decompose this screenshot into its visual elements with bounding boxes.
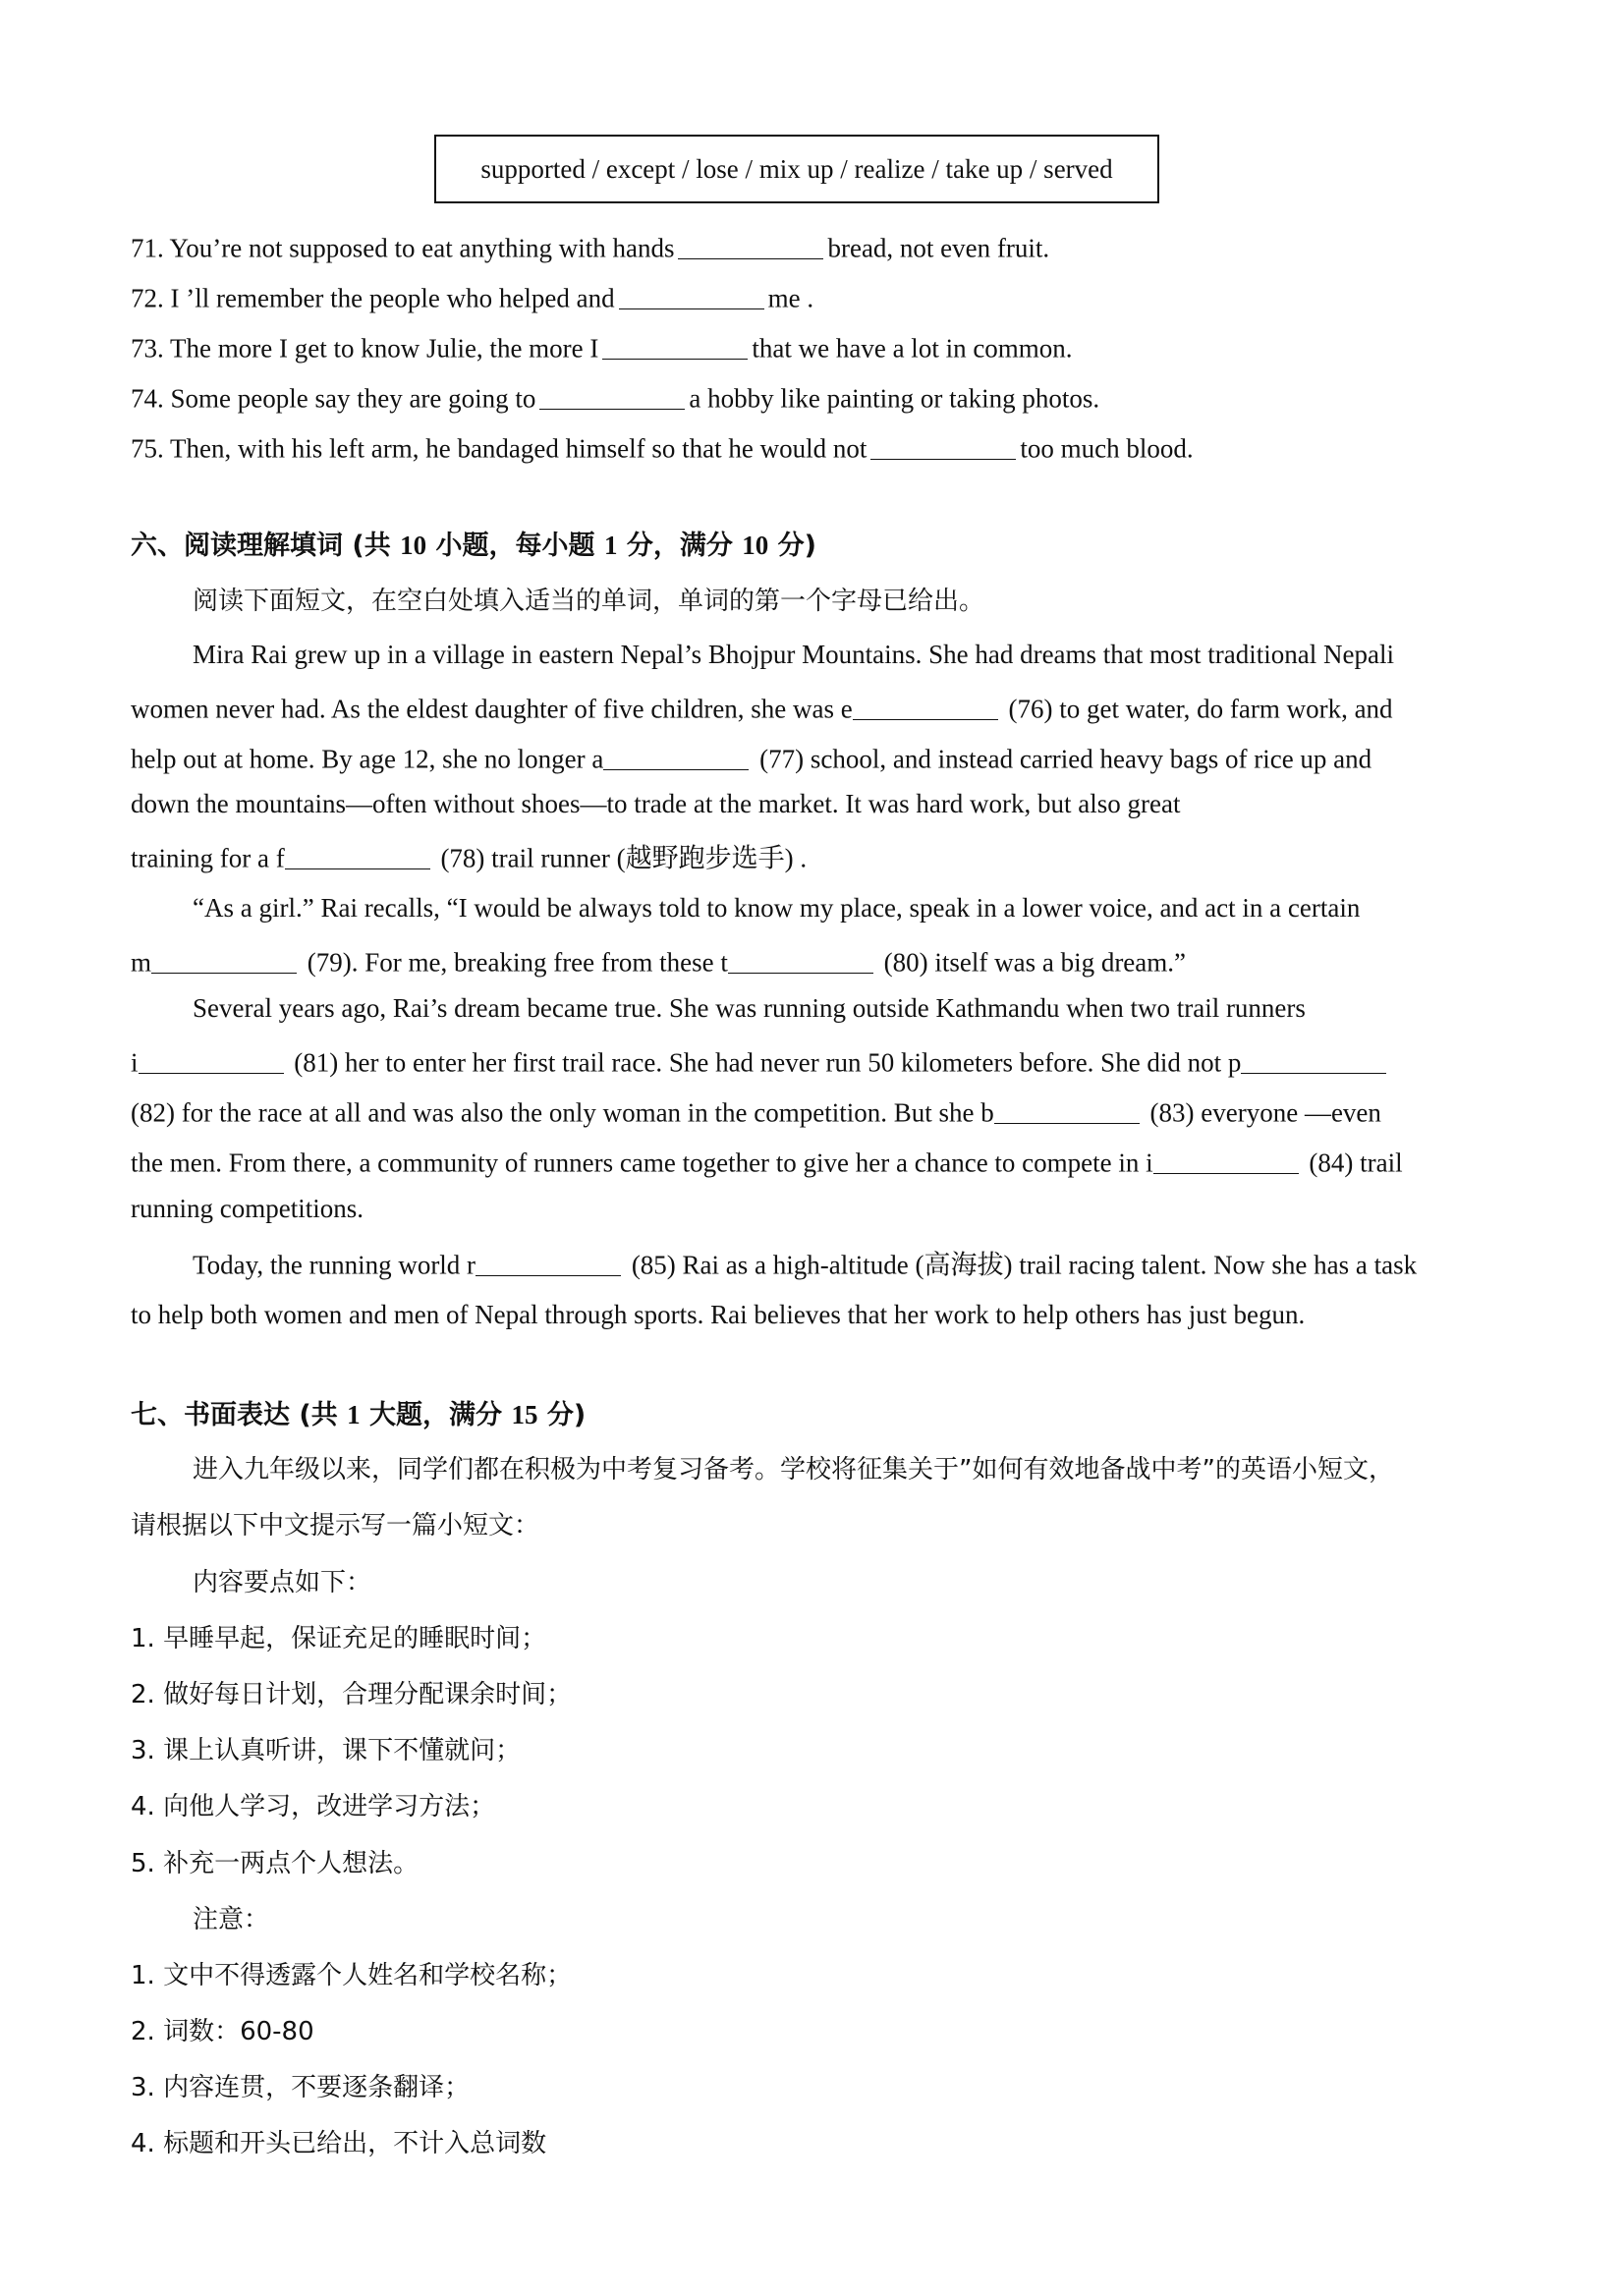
point-item: 5. 补充一两点个人想法。 (131, 1849, 420, 1878)
answer-blank[interactable] (678, 233, 823, 259)
passage-line: “As a girl.” Rai recalls, “I would be always told to know my place, speak in a lower voice, and act in a certain (193, 893, 1361, 923)
question-text: 72. I ’ll remember the people who helped and (131, 283, 615, 313)
question-text: bread, not even fruit. (827, 233, 1050, 263)
note-item: 1. 文中不得透露个人姓名和学校名称； (131, 1961, 573, 1990)
answer-blank-83[interactable] (994, 1097, 1140, 1124)
word-bank-text: supported / except / lose / mix up / realize / take up / served (480, 153, 1113, 184)
passage-line: training for a f (78) trail runner (越野跑步选手) . (131, 843, 808, 873)
question-text: 74. Some people say they are going to (131, 383, 536, 414)
note-item: 2. 词数：60-80 (131, 2017, 314, 2046)
question-text: a hobby like painting or taking photos. (689, 383, 1100, 414)
passage-line: Mira Rai grew up in a village in eastern Nepal’s Bhojpur Mountains. She had dreams that most traditional Nepali (193, 640, 1394, 669)
passage-line: (82) for the race at all and was also the only woman in the competition. But she b (83) everyone —even (131, 1097, 1381, 1128)
word-bank-box (434, 135, 1159, 203)
answer-blank[interactable] (602, 333, 748, 360)
passage-line: i (81) her to enter her first trail race. She had never run 50 kilometers before. She did not p (131, 1045, 1509, 1077)
point-item: 3. 课上认真听讲，课下不懂就问； (131, 1736, 522, 1765)
passage-line: Several years ago, Rai’s dream became true. She was running outside Kathmandu when two trail runners (193, 993, 1306, 1023)
section-7-title: 七、书面表达 (共 1 大题，满分 15 分) (131, 1400, 587, 1430)
passage-line: the men. From there, a community of runners came together to give her a chance to compete in i (84) trail (131, 1148, 1403, 1178)
passage-line: down the mountains—often without shoes—to trade at the market. It was hard work, but also great (131, 789, 1181, 818)
answer-blank-79[interactable] (151, 947, 297, 974)
point-item: 4. 向他人学习，改进学习方法； (131, 1792, 496, 1821)
question-text: me . (767, 283, 814, 313)
answer-blank[interactable] (619, 283, 764, 309)
answer-blank-80[interactable] (728, 947, 873, 974)
question-73 (131, 331, 1073, 363)
answer-blank-78[interactable] (285, 843, 430, 869)
answer-blank-82[interactable] (1241, 1047, 1386, 1074)
section-7-intro: 进入九年级以来，同学们都在积极为中考复习备考。学校将征集关于”如何有效地备战中考”的英语小短文， (193, 1455, 1394, 1484)
answer-blank-81[interactable] (139, 1047, 284, 1074)
answer-blank[interactable] (539, 383, 685, 410)
answer-blank-76[interactable] (853, 694, 998, 720)
question-74 (131, 381, 1099, 413)
point-item: 1. 早睡早起，保证充足的睡眠时间； (131, 1624, 547, 1653)
answer-blank-84[interactable] (1153, 1148, 1299, 1174)
note-item: 3. 内容连贯，不要逐条翻译； (131, 2073, 471, 2102)
passage-line: m (79). For me, breaking free from these t (80) itself was a big dream.” (131, 947, 1187, 978)
note-item: 4. 标题和开头已给出，不计入总词数 (131, 2129, 547, 2158)
passage-line: help out at home. By age 12, she no longer a (77) school, and instead carried heavy bags of rice up and (131, 744, 1372, 774)
passage-line: women never had. As the eldest daughter of five children, she was e (76) to get water, do farm work, and (131, 694, 1393, 724)
question-72 (131, 281, 813, 312)
passage-line: Today, the running world r (85) Rai as a high-altitude (高海拔) trail racing talent. Now she has a task (193, 1250, 1418, 1280)
notes-title: 注意： (193, 1905, 270, 1934)
points-title: 内容要点如下： (193, 1568, 372, 1597)
passage-line: to help both women and men of Nepal through sports. Rai believes that her work to help others has just begun. (131, 1300, 1306, 1329)
question-text: 71. You’re not supposed to eat anything with hands (131, 233, 675, 263)
question-text: 75. Then, with his left arm, he bandaged himself so that he would not (131, 433, 867, 464)
answer-blank-85[interactable] (476, 1250, 621, 1276)
passage-line: running competitions. (131, 1194, 364, 1223)
question-text: that we have a lot in common. (752, 333, 1073, 364)
question-75 (131, 431, 1194, 463)
question-text: 73. The more I get to know Julie, the more I (131, 333, 599, 364)
question-text: too much blood. (1020, 433, 1194, 464)
answer-blank-77[interactable] (603, 744, 749, 770)
section-7-intro: 请根据以下中文提示写一篇小短文： (131, 1511, 540, 1540)
answer-blank[interactable] (870, 433, 1016, 460)
section-6-title: 六、阅读理解填词 (共 10 小题，每小题 1 分，满分 10 分) (131, 531, 817, 561)
section-6-instruction: 阅读下面短文，在空白处填入适当的单词，单词的第一个字母已给出。 (193, 587, 985, 616)
point-item: 2. 做好每日计划，合理分配课余时间； (131, 1680, 573, 1709)
question-71 (131, 231, 1049, 262)
